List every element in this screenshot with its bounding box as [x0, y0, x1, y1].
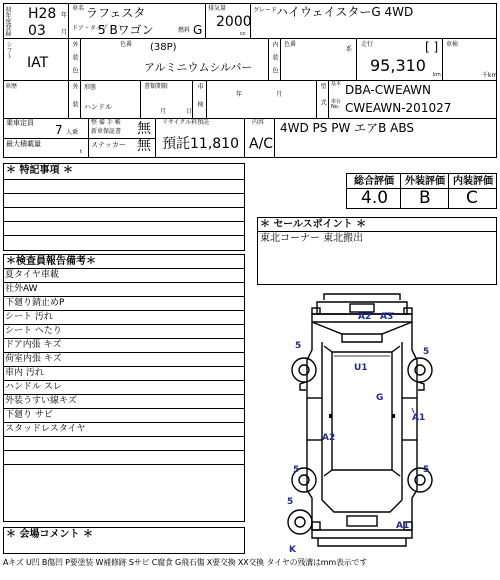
car-history-label: 車歴	[5, 83, 18, 90]
manual-sub: 新車保証書	[91, 128, 122, 135]
handle-label: ハンドル	[84, 103, 112, 111]
mileage-label: 走行	[361, 41, 374, 48]
doc-expiry-label: 書類期限	[144, 83, 169, 90]
inspector-item: 車内 汚れ	[3, 367, 244, 381]
exterior-score: B	[419, 188, 431, 208]
model-prefix: 基本	[331, 81, 342, 87]
mark-5-top-left: 5	[295, 341, 302, 351]
kei-label: 系	[346, 46, 353, 53]
mark-a2-left: A2	[322, 433, 336, 443]
mileage-brackets: [ ]	[425, 40, 439, 54]
wheels	[288, 358, 432, 534]
era: H28	[28, 6, 57, 22]
grade: ハイウェイスターG 4WD	[276, 5, 414, 19]
inspector-item: ドア内張 キズ	[3, 339, 244, 353]
grade-label: グレード	[253, 7, 278, 14]
color-label: 色番	[120, 41, 133, 48]
sticker-label: ステッカー	[91, 141, 126, 149]
month-unit: 月	[61, 29, 68, 36]
sales-point-text: 東北コーナー 東北搬出	[260, 233, 364, 244]
inspector-item: スタッドレスタイヤ	[3, 423, 244, 437]
legend-text: Aキズ U凹 B傷凹 P要塗装 W補修跡 Sサビ C腐食 G飛石傷 X要交換 XX交換 タイヤの残溝はmm表示です	[3, 558, 368, 567]
color-name: アルミニウムシルバー	[144, 61, 253, 74]
interior-label: 内装評価	[453, 176, 493, 187]
interior-score: C	[466, 188, 478, 208]
doc-month-label: 月	[160, 108, 167, 115]
chassis-label: 車台No.	[331, 99, 342, 110]
shift: IAT	[27, 55, 49, 71]
capacity-label: 乗車定員	[6, 119, 34, 127]
inspection-unit: 千km	[482, 72, 498, 79]
overall-score: 4.0	[361, 188, 389, 208]
door-type-label: ドア・タイプ	[72, 25, 108, 32]
inspector-title: ＊検査員報告備考＊	[6, 256, 96, 267]
manual-value: 無	[137, 121, 151, 137]
color-num-label: 色番	[284, 41, 297, 48]
car-outline	[300, 294, 424, 546]
mark-g: G	[376, 393, 384, 403]
displacement-label: 排気量	[208, 5, 227, 12]
capacity-unit: 人乗	[66, 129, 79, 136]
year-unit: 年	[61, 12, 68, 19]
inspector-item: 外装うすい線キズ	[3, 395, 244, 409]
int-color-label: 内装色	[271, 41, 278, 80]
inspector-item: 夏タイヤ車載	[3, 269, 244, 283]
ext-label: 外装	[71, 83, 78, 119]
venue-comment-title: ＊ 会場コメント ＊	[6, 529, 93, 540]
mark-k: K	[289, 545, 296, 552]
fuel-label: 燃料	[178, 27, 191, 34]
model: DBA-CWEAWN	[345, 83, 431, 97]
equip-label: 内容	[252, 119, 265, 126]
door-type: 5 Bワゴン	[98, 23, 154, 37]
exterior-label: 外装評価	[405, 176, 445, 187]
month2-label: 月	[276, 91, 283, 98]
chassis: CWEAWN-201027	[345, 101, 452, 115]
ac-value: A/C	[249, 136, 274, 152]
inspector-item	[3, 451, 244, 465]
inspector-item: 社外AW	[3, 283, 244, 297]
car-name-label: 車名	[72, 5, 85, 12]
car-name: ラフェスタ	[86, 6, 146, 20]
inspector-item: 下廻り錆止めP	[3, 297, 244, 311]
mark-5-top-right: 5	[423, 347, 430, 357]
mark-a1-right: A1	[412, 413, 426, 423]
displacement-unit: cc	[240, 31, 246, 37]
mileage: 95,310	[370, 56, 426, 75]
load-label: 最大積載量	[6, 140, 41, 148]
mark-a1-bottom: A1	[396, 521, 410, 531]
year-label: 年	[236, 91, 243, 98]
recycle-value: 預託11,810	[162, 136, 239, 152]
car-damage-diagram	[262, 290, 462, 552]
mark-5-bottom-left: 5	[293, 465, 300, 475]
month: 03	[28, 23, 46, 39]
doc-day-label: 日	[186, 108, 193, 115]
inspector-item: 荷室内張 キズ	[3, 353, 244, 367]
equipment: 4WD PS PW エアB ABS	[280, 121, 415, 135]
model-label: 型式	[319, 83, 326, 115]
mileage-unit: km	[433, 72, 441, 78]
shape-label: 形態	[84, 84, 97, 91]
recycle-label: リサイクル料預託	[162, 119, 210, 126]
panel-markers	[329, 414, 395, 418]
overall-label: 総合評価	[354, 176, 394, 187]
color-code: (38P)	[150, 42, 177, 53]
mark-5-bottom-right: 5	[423, 465, 430, 475]
ext-color-label: 外装色	[71, 41, 78, 80]
mark-5-bottom: 5	[287, 497, 294, 507]
inspection-label: 車検	[446, 41, 459, 48]
shift-label: シフト	[5, 41, 12, 59]
capacity: 7	[55, 123, 63, 137]
displacement: 2000	[216, 14, 252, 30]
load-unit: t	[80, 149, 82, 155]
mark-a2-top: A2	[358, 312, 372, 322]
first-reg-label: 初年度登録	[4, 6, 11, 36]
inspector-item: 下廻り サビ	[3, 409, 244, 423]
mark-a3-top: A3	[380, 312, 394, 322]
fuel: G	[193, 23, 203, 37]
sales-point-title: ＊ セールスポイント ＊	[260, 219, 367, 230]
sticker-value: 無	[137, 138, 151, 154]
inspector-item: ハンドル スレ	[3, 381, 244, 395]
mark-u1: U1	[354, 363, 368, 373]
special-notes-title: ＊ 特記事項 ＊	[6, 165, 73, 176]
car-label: 車検	[196, 83, 203, 119]
inspector-item	[3, 437, 244, 451]
manual-label: 整 備 手 帳	[91, 119, 121, 126]
inspector-item: シート へたり	[3, 325, 244, 339]
inspector-item: シート 汚れ	[3, 311, 244, 325]
